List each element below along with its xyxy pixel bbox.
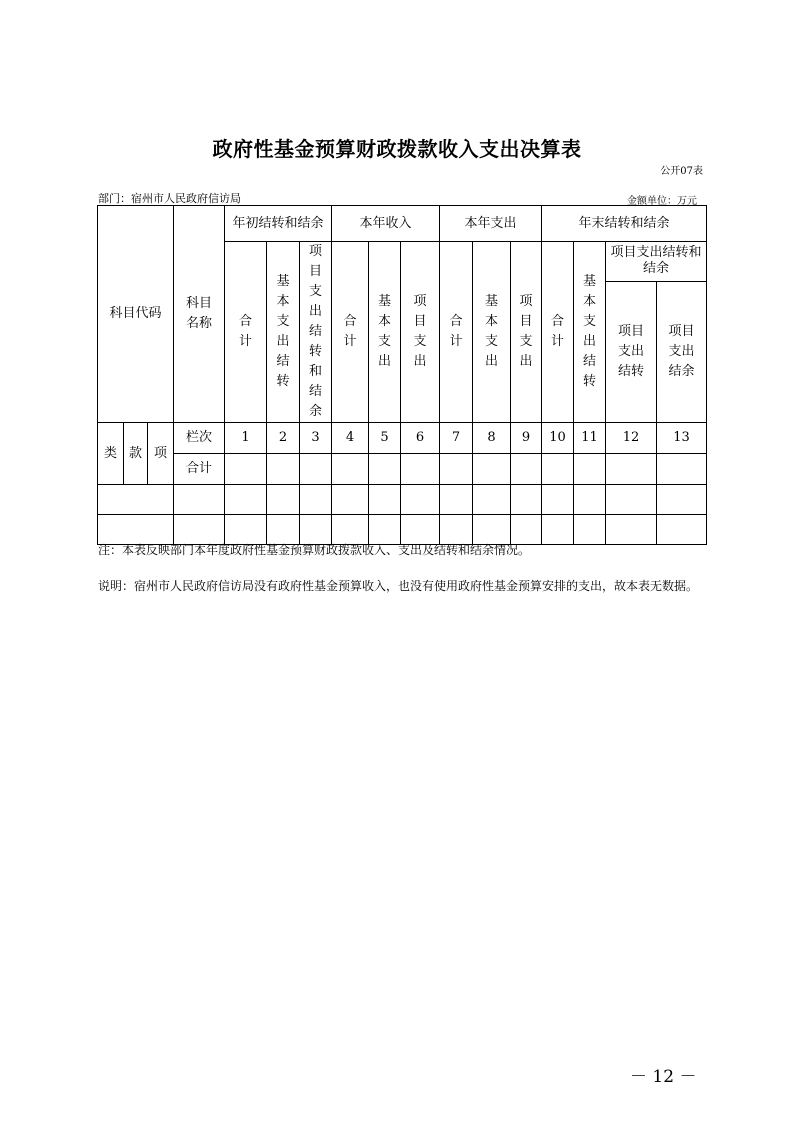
table-cell (657, 515, 707, 545)
code-header: 科目代码 (98, 206, 174, 423)
table-cell (267, 485, 300, 515)
table-cell (332, 454, 369, 485)
col-number: 4 (332, 423, 369, 454)
table-cell (267, 454, 300, 485)
table-cell (473, 454, 511, 485)
table-cell (300, 485, 332, 515)
table-cell (401, 454, 440, 485)
table-cell (369, 515, 401, 545)
table-cell (401, 485, 440, 515)
closing-balance-header: 年末结转和结余 (542, 206, 707, 242)
table-cell (657, 454, 707, 485)
closing-project-header: 项目支出结转和结余 (606, 242, 707, 282)
table-cell (225, 485, 267, 515)
name-header: 科目名称 (174, 206, 225, 423)
closing-project-balance-header: 项目支出结余 (657, 282, 707, 423)
table-cell (511, 515, 542, 545)
closing-project-carry-header: 项目支出结转 (606, 282, 657, 423)
description-text: 说明：宿州市人民政府信访局没有政府性基金预算收入，也没有使用政府性基金预算安排的支出，故本表无数据。 (98, 579, 699, 593)
opening-balance-header: 年初结转和结余 (225, 206, 332, 242)
item-header: 项 (148, 423, 174, 485)
table-cell (606, 485, 657, 515)
col-number: 1 (225, 423, 267, 454)
table-cell (542, 454, 574, 485)
table-cell (174, 515, 225, 545)
empty-code-cell (98, 485, 174, 515)
expense-project-header: 项目支出 (511, 242, 542, 423)
table-cell (440, 454, 473, 485)
table-cell (473, 515, 511, 545)
table-cell (267, 515, 300, 545)
table-cell (440, 485, 473, 515)
col-number: 2 (267, 423, 300, 454)
row-total-label: 合计 (174, 454, 225, 485)
opening-project-header: 项目支出结转和结余 (300, 242, 332, 423)
income-basic-header: 基本支出 (369, 242, 401, 423)
table-cell (440, 515, 473, 545)
col-number: 9 (511, 423, 542, 454)
col-number: 5 (369, 423, 401, 454)
col-number: 12 (606, 423, 657, 454)
income-total-header: 合计 (332, 242, 369, 423)
table-cell (511, 485, 542, 515)
col-number: 13 (657, 423, 707, 454)
department-label: 部门：宿州市人民政府信访局 (98, 192, 241, 205)
table-cell (332, 515, 369, 545)
current-expense-header: 本年支出 (440, 206, 542, 242)
col-number: 3 (300, 423, 332, 454)
table-cell (473, 485, 511, 515)
col-number: 7 (440, 423, 473, 454)
closing-basic-header: 基本支出结转 (574, 242, 606, 423)
table-note: 注：本表反映部门本年度政府性基金预算财政拨款收入、支出及结转和结余情况。 (98, 543, 531, 557)
col-number: 6 (401, 423, 440, 454)
table-cell (401, 515, 440, 545)
closing-total-header: 合计 (542, 242, 574, 423)
page-number: － 12 － (630, 1067, 697, 1087)
income-project-header: 项目支出 (401, 242, 440, 423)
table-cell (574, 515, 606, 545)
empty-code-cell (98, 515, 174, 545)
table-cell (369, 485, 401, 515)
table-cell (574, 454, 606, 485)
amount-unit-label: 金额单位：万元 (627, 196, 697, 207)
table-cell (300, 454, 332, 485)
table-cell (225, 515, 267, 545)
table-cell (300, 515, 332, 545)
expense-total-header: 合计 (440, 242, 473, 423)
col-number: 8 (473, 423, 511, 454)
class-header: 类 (98, 423, 124, 485)
current-income-header: 本年收入 (332, 206, 440, 242)
section-header: 款 (124, 423, 148, 485)
table-cell (606, 515, 657, 545)
col-number: 10 (542, 423, 574, 454)
col-number: 11 (574, 423, 606, 454)
row-index-label: 栏次 (174, 423, 225, 454)
table-cell (369, 454, 401, 485)
table-cell (332, 485, 369, 515)
form-number: 公开07表 (660, 166, 703, 177)
opening-total-header: 合计 (225, 242, 267, 423)
expense-basic-header: 基本支出 (473, 242, 511, 423)
table-cell (574, 485, 606, 515)
table-cell (657, 485, 707, 515)
table-cell (225, 454, 267, 485)
page-title: 政府性基金预算财政拨款收入支出决算表 (212, 137, 582, 161)
table-cell (511, 454, 542, 485)
opening-basic-header: 基本支出结转 (267, 242, 300, 423)
table-cell (542, 515, 574, 545)
table-cell (606, 454, 657, 485)
table-cell (542, 485, 574, 515)
budget-table (97, 205, 707, 545)
table-cell (174, 485, 225, 515)
